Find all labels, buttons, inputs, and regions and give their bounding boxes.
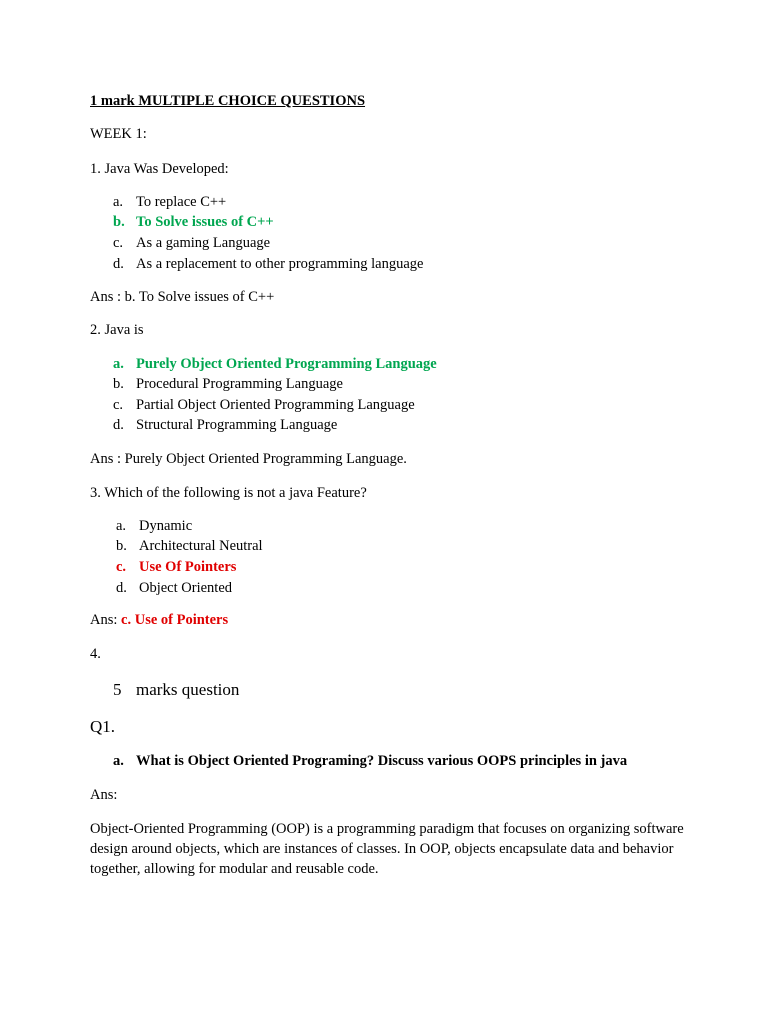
q3-option-c-correct: Use Of Pointers [139, 559, 237, 575]
long-q1-sub-letter: a. [113, 753, 124, 769]
q2-answer: Ans : Purely Object Oriented Programming Language. [90, 451, 407, 467]
q3-option-d: Object Oriented [139, 580, 233, 596]
q2-option-d-letter: d. [113, 417, 124, 433]
question-4-number: 4. [90, 646, 101, 662]
q2-option-a-correct: Purely Object Oriented Programming Language [136, 356, 437, 372]
five-marks-number: 5 [113, 680, 122, 699]
q2-option-b-letter: b. [113, 376, 124, 392]
q2-option-c-letter: c. [113, 397, 124, 413]
q3-option-d-letter: d. [116, 580, 127, 596]
question-3: 3. Which of the following is not a java Feature? [90, 485, 367, 501]
q1-option-a-letter: a. [113, 194, 124, 210]
q2-option-b: Procedural Programming Language [136, 376, 343, 392]
q3-option-a-letter: a. [116, 518, 127, 534]
q1-option-c-letter: c. [113, 235, 124, 251]
q1-option-b-correct: To Solve issues of C++ [136, 214, 274, 230]
long-q1-sub-question: What is Object Oriented Programing? Discuss various OOPS principles in java [136, 753, 628, 769]
question-2: 2. Java is [90, 322, 144, 338]
q3-answer [90, 613, 228, 628]
q3-answer-value: c. Use of Pointers [121, 612, 229, 628]
q3-option-c-letter: c. [116, 559, 127, 575]
week-heading: WEEK 1: [90, 126, 147, 142]
long-q1-answer-paragraph: Object-Oriented Programming (OOP) is a programming paradigm that focuses on organizing software design around objects, which are instances of classes. In OOP, objects encapsulate data and behavior together, allowing for modular and reusable code. [90, 821, 684, 877]
q3-option-b: Architectural Neutral [139, 538, 263, 554]
q1-option-d-letter: d. [113, 256, 124, 272]
q1-option-d: As a replacement to other programming language [136, 256, 424, 272]
q3-answer-prefix: Ans: [90, 612, 118, 628]
q3-option-a: Dynamic [139, 518, 193, 534]
question-1: 1. Java Was Developed: [90, 161, 229, 177]
q2-option-a-letter: a. [113, 356, 124, 372]
q2-option-c: Partial Object Oriented Programming Language [136, 397, 415, 413]
five-marks-heading: marks question [136, 680, 240, 699]
q3-option-b-letter: b. [116, 538, 127, 554]
long-q1-answer-label: Ans: [90, 787, 118, 803]
q1-option-c: As a gaming Language [136, 235, 271, 251]
q2-option-d: Structural Programming Language [136, 417, 338, 433]
q1-option-a: To replace C++ [136, 194, 227, 210]
long-question-label: Q1. [90, 717, 116, 736]
page-title: 1 mark MULTIPLE CHOICE QUESTIONS [90, 93, 366, 109]
q1-answer: Ans : b. To Solve issues of C++ [90, 289, 275, 305]
q1-option-b-letter: b. [113, 214, 125, 230]
